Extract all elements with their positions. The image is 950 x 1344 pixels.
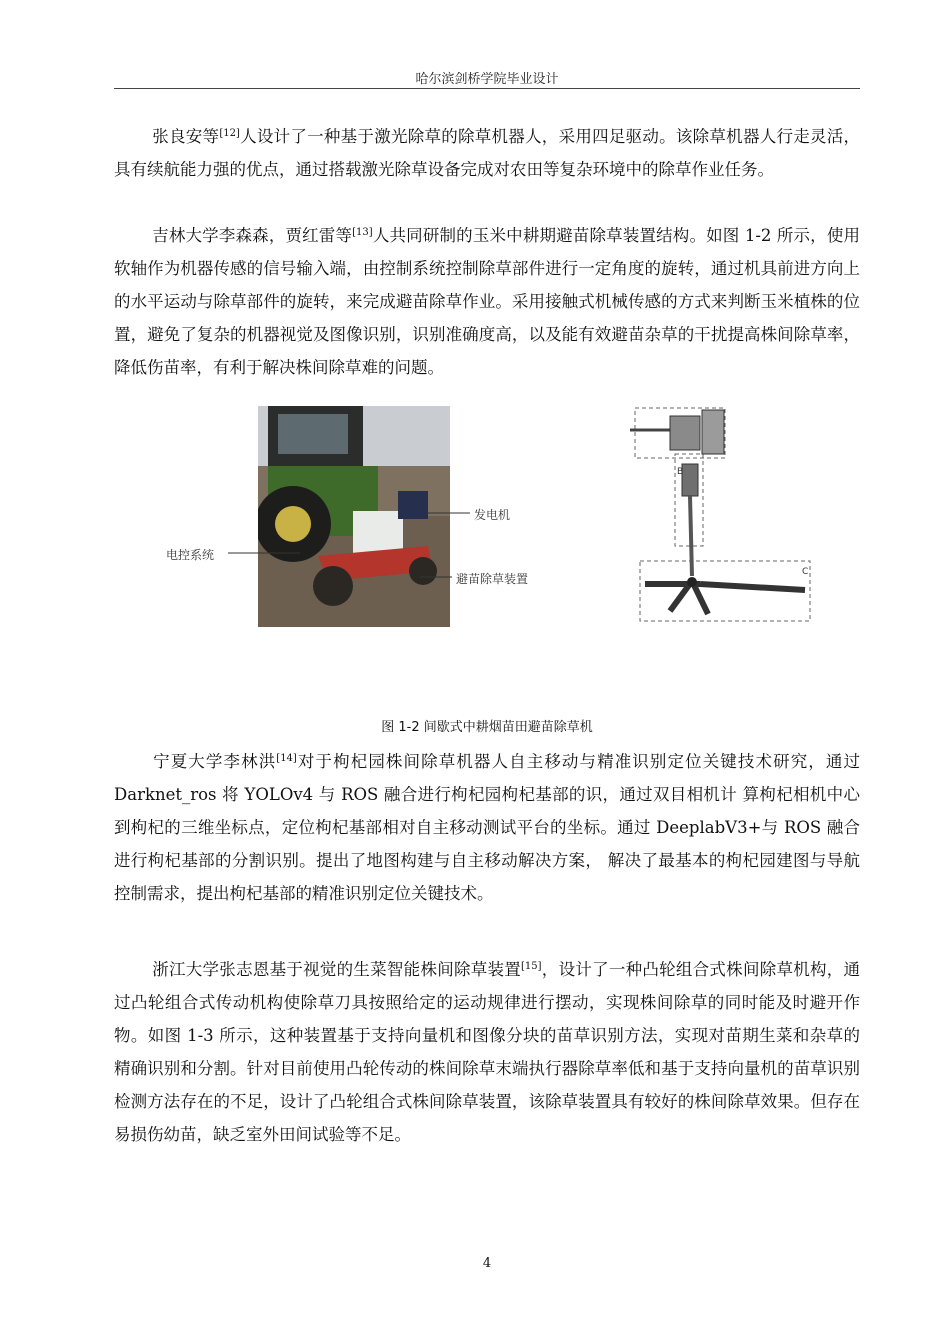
diagram-label-b: B (677, 467, 684, 477)
citation-13: [13] (352, 227, 373, 238)
paragraph-4 (114, 953, 860, 1151)
paragraph-2-text-b: 人共同研制的玉米中耕期避苗除草装置结构。如图 1-2 所示，使用软轴作为机器传感的信号输入端，由控制系统控制除草部件进行一定角度的旋转，通过机具前进方向上的水平运动与除草部件的旋转，来完成避苗除草作业。采用接触式机械传感的方式来判断玉米植株的位置，避免了复杂的机器视觉及图像识别，识别准确度高，以及能有效避苗杂草的干扰提高株间除草率，降低伤苗率，有利于解决株间除草难的问题。 (114, 226, 861, 377)
label-avoidance-device: 避苗除草装置 (456, 572, 529, 586)
paragraph-1-text-b: 人设计了一种基于激光除草的除草机器人，采用四足驱动。该除草机器人行走灵活，具有续航能力强的优点，通过搭载激光除草设备完成对农田等复杂环境中的除草作业任务。 (114, 127, 861, 179)
weeding-device-drawing (630, 406, 815, 628)
citation-12: [12] (219, 128, 240, 139)
paragraph-1-text-a: 张良安等 (152, 127, 220, 146)
paragraph-2-text-a: 吉林大学李森森，贾红雷等 (152, 226, 353, 245)
paragraph-4-text-b: ，设计了一种凸轮组合式株间除草机构，通过凸轮组合式传动机构使除草刀具按照给定的运动规律进行摆动，实现株间除草的同时能及时避开作物。如图 1-3 所示，这种装置基于支持向量机和图像分块的苗草识别方法，实现对苗期生菜和杂草的精确识别和分割。针对目前使用凸轮传动的株间除草末端执行器除草率低和基于支持向量机的苗草识别检测方法存在的不足，设计了凸轮组合式株间除草装置，该除草装置具有较好的株间除草效果。但存在易损伤幼苗，缺乏室外田间试验等不足。 (114, 960, 861, 1144)
weeding-device-diagram (630, 406, 815, 628)
diagram-label-c: C (802, 567, 809, 577)
page-header: 哈尔滨剑桥学院毕业设计 (415, 72, 559, 87)
label-generator: 发电机 (474, 508, 511, 522)
label-control-system: 电控系统 (166, 548, 215, 562)
paragraph-3-text-b: 对于枸杞园株间除草机器人自主移动与精准识别定位关键技术研究，通过 Darknet_ros 将 YOLOv4 与 ROS 融合进行枸杞园枸杞基部的识，通过双目相机计 算枸杞相机中心到枸杞的三维坐标点，定位枸杞基部相对自主移动测试平台的坐标。通过 DeeplabV3+与 ROS 融合进行枸杞基部的分割识别。提出了地图构建与自主移动解决方案， 解决了最基本的枸杞园建图与导航控制需求，提出枸杞基部的精准识别定位关键技术。 (114, 752, 861, 903)
citation-14: [14] (276, 753, 297, 764)
figure-caption: 图 1-2 间歇式中耕烟苗田避苗除草机 (381, 720, 593, 735)
citation-15: [15] (521, 961, 542, 972)
paragraph-3-text-a: 宁夏大学李林洪 (152, 752, 277, 771)
paragraph-4-text-a: 浙江大学张志恩基于视觉的生菜智能株间除草装置 (152, 960, 522, 979)
page-number: 4 (482, 1256, 492, 1271)
paragraph-3 (114, 745, 860, 910)
